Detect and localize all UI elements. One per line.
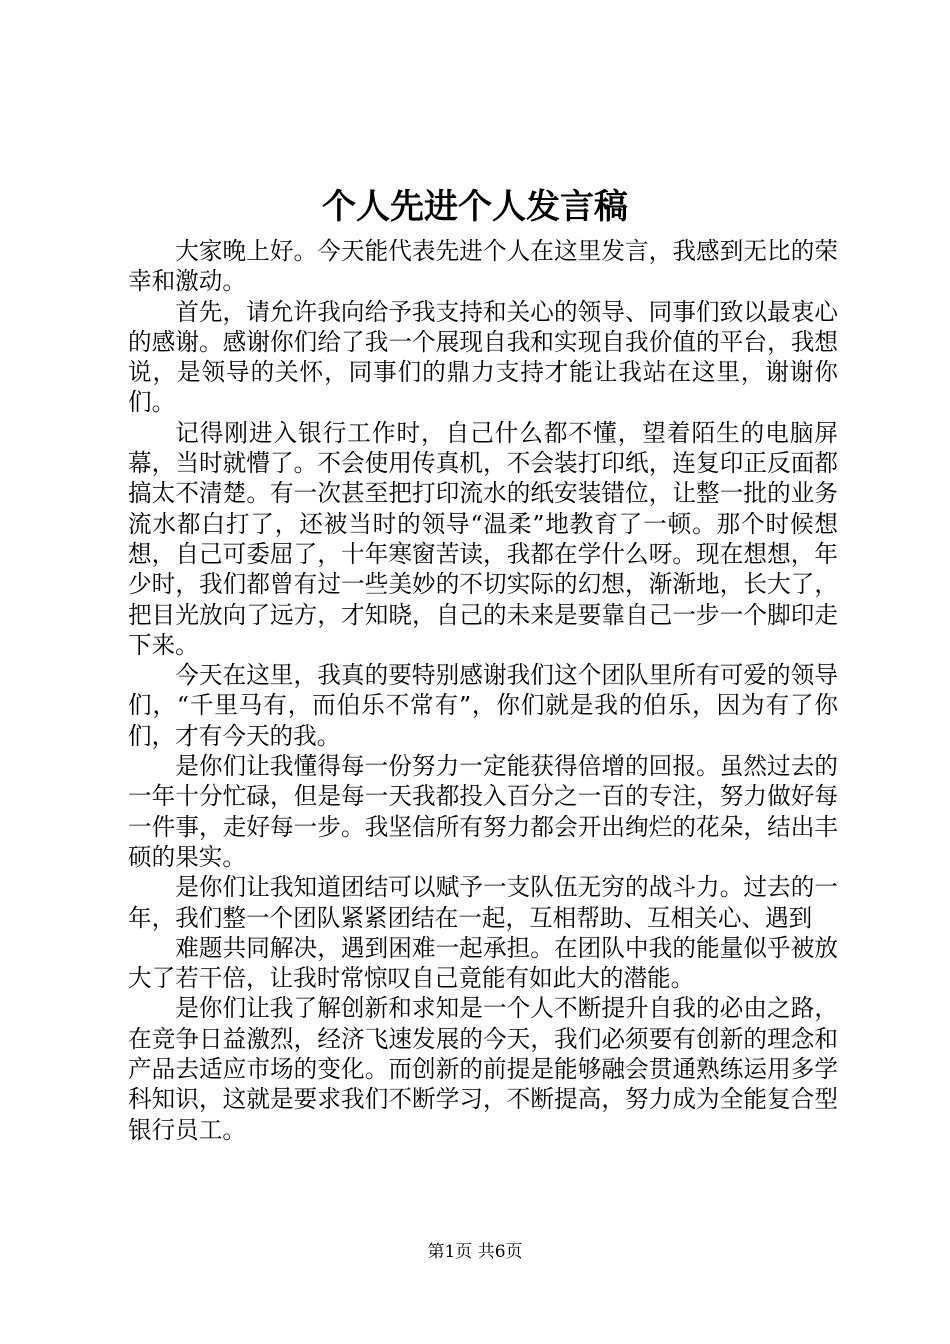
document-body bbox=[128, 236, 838, 1145]
document-title: 个人先进个人发言稿 bbox=[322, 187, 628, 227]
paragraph-innovation: 是你们让我了解创新和求知是一个人不断提升自我的必由之路，在竞争日益激烈，经济飞速发展的今天，我们必须要有创新的理念和产品去适应市场的变化。而创新的前提是能够融会贯通熟练运用多学科知识，这就是要求我们不断学习，不断提高，努力成为全能复合型银行员工。 bbox=[128, 994, 838, 1144]
page-number-footer: 第1页 共6页 bbox=[427, 1242, 523, 1262]
paragraph-leaders: 今天在这里，我真的要特别感谢我们这个团队里所有可爱的领导们，“千里马有，而伯乐不常有”，你们就是我的伯乐，因为有了你们，才有今天的我。 bbox=[128, 661, 838, 750]
paragraph-thanks: 首先，请允许我向给予我支持和关心的领导、同事们致以最衷心的感谢。感谢你们给了我一个展现自我和实现自我价值的平台，我想说，是领导的关怀，同事们的鼎力支持才能让我站在这里，谢谢你们。 bbox=[128, 297, 838, 417]
paragraph-unity-continued: 难题共同解决，遇到困难一起承担。在团队中我的能量似乎被放大了若干倍，让我时常惊叹自己竟能有如此大的潜能。 bbox=[128, 933, 838, 993]
paragraph-effort: 是你们让我懂得每一份努力一定能获得倍增的回报。虽然过去的一年十分忙碌，但是每一天我都投入百分之一百的专注，努力做好每一件事，走好每一步。我坚信所有努力都会开出绚烂的花朵，结出丰硕的果实。 bbox=[128, 752, 838, 871]
paragraph-unity: 是你们让我知道团结可以赋予一支队伍无穷的战斗力。过去的一年，我们整一个团队紧紧团结在一起，互相帮助、互相关心、遇到 bbox=[128, 873, 838, 932]
paragraph-greeting: 大家晚上好。今天能代表先进个人在这里发言，我感到无比的荣幸和激动。 bbox=[128, 237, 838, 296]
paragraph-memory: 记得刚进入银行工作时，自己什么都不懂，望着陌生的电脑屏幕，当时就懵了。不会使用传真机，不会装打印纸，连复印正反面都搞太不清楚。有一次甚至把打印流水的纸安装错位，让整一批的业务流水都白打了，还被当时的领导“温柔”地教育了一顿。那个时候想想，自己可委屈了，十年寒窗苦读，我都在学什么呀。现在想想，年少时，我们都曾有过一些美妙的不切实际的幻想，渐渐地，长大了，把目光放向了远方，才知晓，自己的未来是要靠自己一步一个脚印走下来。 bbox=[128, 418, 838, 659]
